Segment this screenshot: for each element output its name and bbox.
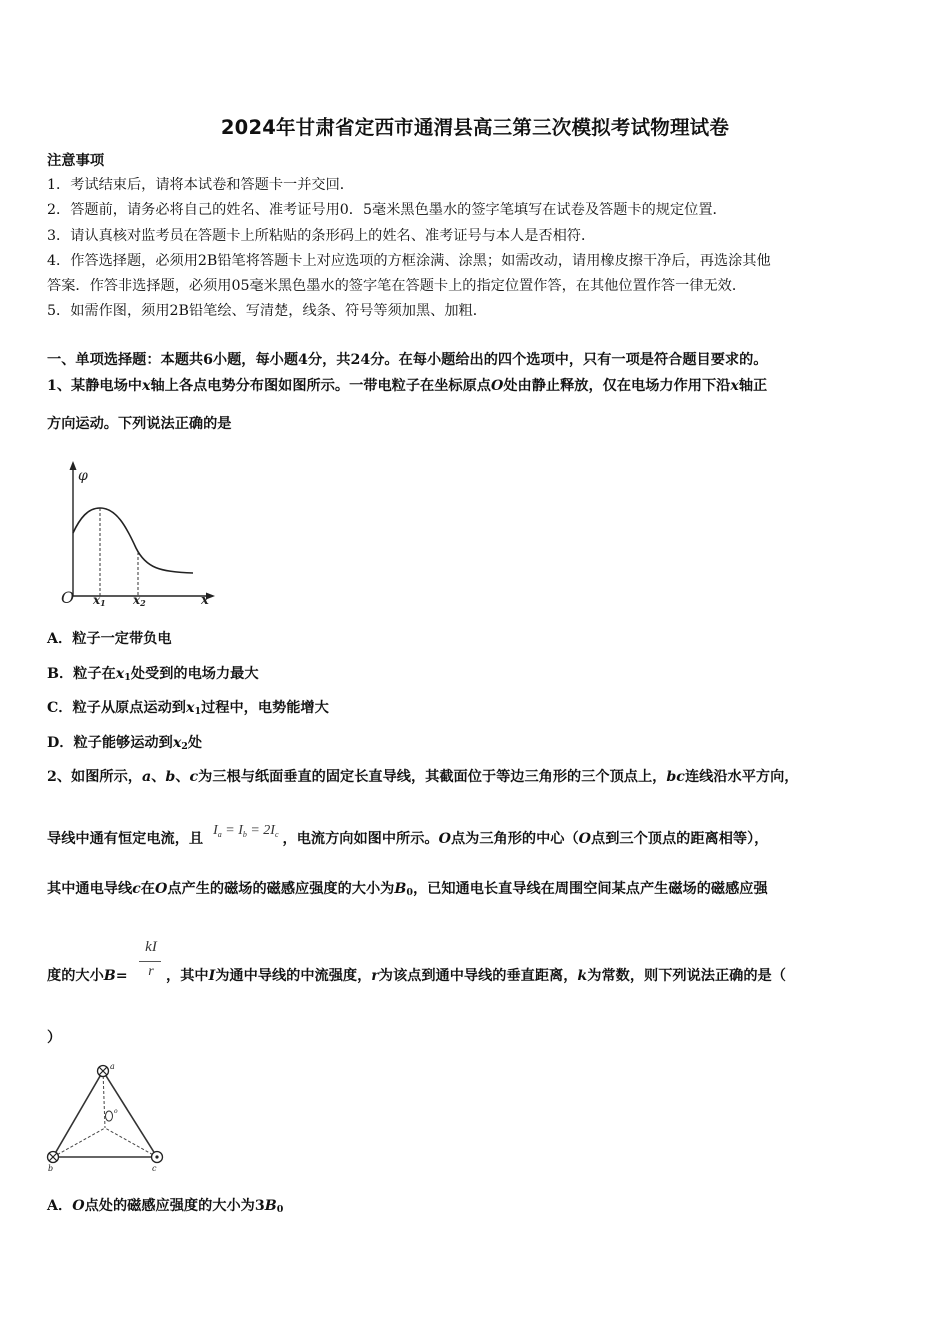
phi-label: φ xyxy=(78,468,88,484)
q2-text: ，电流方向如图中所示。 xyxy=(282,831,439,847)
x-axis-label: x xyxy=(201,593,209,608)
dash-co xyxy=(105,1128,157,1157)
q1-option-b-text: B．粒子在 xyxy=(47,666,116,682)
notice-item-2: 2．答题前，请务必将自己的姓名、准考证号用0．5毫米黑色墨水的签字笔填写在试卷及答题卡的规定位置． xyxy=(47,202,727,218)
q2-subscript: 0 xyxy=(276,1204,284,1215)
q2-text: ，已知通电长直导线在周围空间某点产生磁场的磁感应强 xyxy=(412,881,768,897)
q1-var-o: O xyxy=(490,378,504,394)
q1-subscript: 1 xyxy=(194,706,202,717)
q1-var-x: x xyxy=(185,700,195,716)
q1-option-c xyxy=(47,698,329,722)
wire-a-into-page-icon xyxy=(98,1066,109,1077)
side-ac xyxy=(103,1071,157,1157)
q1-var-x: x xyxy=(730,378,739,394)
dash-ao xyxy=(103,1071,105,1128)
q2-text: 连线沿水平方向， xyxy=(684,769,799,785)
q2-text: 、 xyxy=(151,769,166,785)
q1-option-b-text: 处受到的电场力最大 xyxy=(130,666,259,682)
q1-line2: 方向运动。下列说法正确的是 xyxy=(47,416,232,432)
q2-var-a: a xyxy=(142,769,152,785)
q1-option-a: A．粒子一定带负电 xyxy=(47,631,172,647)
q1-option-d-text: 处 xyxy=(187,735,203,751)
q2-line4-start xyxy=(47,966,128,986)
q2-var-o: O xyxy=(72,1198,85,1214)
q2-line5: ） xyxy=(47,1030,62,1046)
q2-line4 xyxy=(166,966,786,986)
q2-text: 点产生的磁场的磁感应强度的大小为 xyxy=(167,881,395,897)
q1-text: 处由静止释放，仅在电场力作用下沿 xyxy=(503,378,731,394)
q1-var-x: x xyxy=(115,666,125,682)
q1-var-x: x xyxy=(142,378,151,394)
q2-text: 为该点到通中导线的垂直距离， xyxy=(378,968,578,984)
q2-text: 为三根与纸面垂直的固定长直导线，其截面位于等边三角形的三个顶点上， xyxy=(198,769,667,785)
q2-text: ，其中 xyxy=(166,968,209,984)
origin-label: O xyxy=(61,588,75,607)
center-o-mark xyxy=(106,1111,113,1121)
q2-text: 2、如图所示， xyxy=(47,769,142,785)
q2-var-o: O xyxy=(154,881,168,897)
q2-text: = xyxy=(115,968,128,984)
q2-text: 在 xyxy=(140,881,155,897)
q2-option-a xyxy=(47,1196,283,1220)
notice-item-3: 3．请认真核对监考员在答题卡上所粘贴的条形码上的姓名、准考证号与本人是否相符． xyxy=(47,228,596,244)
y-axis-arrow xyxy=(70,461,77,470)
potential-curve xyxy=(73,508,193,573)
fraction-denominator: r xyxy=(148,964,154,979)
side-ab xyxy=(53,1071,103,1157)
q2-var-bc: bc xyxy=(666,769,685,785)
q1-option-d xyxy=(47,733,202,757)
q2-option-a-text: 点处的磁感应强度的大小为3 xyxy=(84,1198,265,1214)
q2-var-b: b xyxy=(165,769,176,785)
q2-var-b: B xyxy=(264,1198,277,1214)
q2-var-k: k xyxy=(577,968,588,984)
q1-option-d-text: D．粒子能够运动到 xyxy=(47,735,173,751)
q1-subscript: 1 xyxy=(124,672,131,683)
q2-text: 、 xyxy=(175,769,190,785)
q2-text: 点到三个顶点的距离相等）， xyxy=(591,831,769,847)
label-c: c xyxy=(152,1164,157,1173)
q2-var-b0: B xyxy=(394,881,407,897)
q2-option-a-text: A． xyxy=(47,1198,73,1214)
q2-var-r: r xyxy=(371,968,379,984)
q2-text: 度的大小 xyxy=(47,968,104,984)
q2-text: 为常数，则下列说法正确的是（ xyxy=(587,968,786,984)
q2-text: 导线中通有恒定电流，且 xyxy=(47,831,204,847)
q2-var-i: I xyxy=(208,968,216,984)
page-title: 2024年甘肃省定西市通渭县高三第三次模拟考试物理试卷 xyxy=(220,116,730,139)
q1-option-b xyxy=(47,664,259,688)
label-o: o xyxy=(114,1108,118,1115)
triangle-wires-figure xyxy=(42,1058,172,1173)
wire-b-into-page-icon xyxy=(48,1152,59,1163)
notice-item-1: 1．考试结束后，请将本试卷和答题卡一并交回． xyxy=(47,177,354,193)
q2-subscript: 0 xyxy=(406,887,413,898)
potential-graph xyxy=(58,458,218,610)
q1-var-x: x xyxy=(172,735,182,751)
label-a: a xyxy=(110,1062,115,1071)
q2-var-c: c xyxy=(132,881,141,897)
q1-option-c-text: C．粒子从原点运动到 xyxy=(47,700,186,716)
current-relation-formula: $I_a = I_b = 2I_c$ xyxy=(213,823,279,839)
q2-var-c: c xyxy=(189,769,199,785)
q2-text: 其中通电导线 xyxy=(47,881,133,897)
x2-label: x2 xyxy=(133,593,146,608)
fraction-bar xyxy=(139,961,161,962)
q1-text: 1、某静电场中 xyxy=(47,378,142,394)
x1-label: x1 xyxy=(93,593,106,608)
q2-text: 点为三角形的中心（ xyxy=(450,831,579,847)
section-heading: 一、单项选择题：本题共6小题，每小题4分，共24分。在每小题给出的四个选项中，只有一项是符合题目要求的。 xyxy=(47,352,768,368)
q2-line3 xyxy=(47,879,768,903)
notice-item-4-cont: 答案．作答非选择题，必须用05毫米黑色墨水的签字笔在答题卡上的指定位置作答，在其他位置作答一律无效． xyxy=(47,278,747,294)
label-b: b xyxy=(48,1164,54,1173)
q2-var-o: O xyxy=(578,831,592,847)
q2-var-o: O xyxy=(438,831,451,847)
q2-line2 xyxy=(47,823,769,854)
q2-var-b: B xyxy=(103,968,116,984)
q1-line1 xyxy=(47,376,767,396)
q1-text: 轴上各点电势分布图如图所示。一带电粒子在坐标原点 xyxy=(150,378,491,394)
notice-item-4: 4．作答选择题，必须用2B铅笔将答题卡上对应选项的方框涂满、涂黑；如需改动，请用橡皮擦干净后，再选涂其他 xyxy=(47,253,771,269)
q2-line1 xyxy=(47,767,798,787)
q2-text: 为通中导线的中流强度， xyxy=(215,968,372,984)
wire-c-out-of-page-icon xyxy=(152,1152,163,1163)
q1-subscript: 2 xyxy=(181,741,188,752)
fraction-numerator: kI xyxy=(145,939,157,955)
notice-item-5: 5．如需作图，须用2B铅笔绘、写清楚，线条、符号等须加黑、加粗． xyxy=(47,303,487,319)
notice-heading: 注意事项 xyxy=(47,153,105,169)
q1-text: 轴正 xyxy=(738,378,768,394)
q1-option-c-text: 过程中，电势能增大 xyxy=(201,700,329,716)
